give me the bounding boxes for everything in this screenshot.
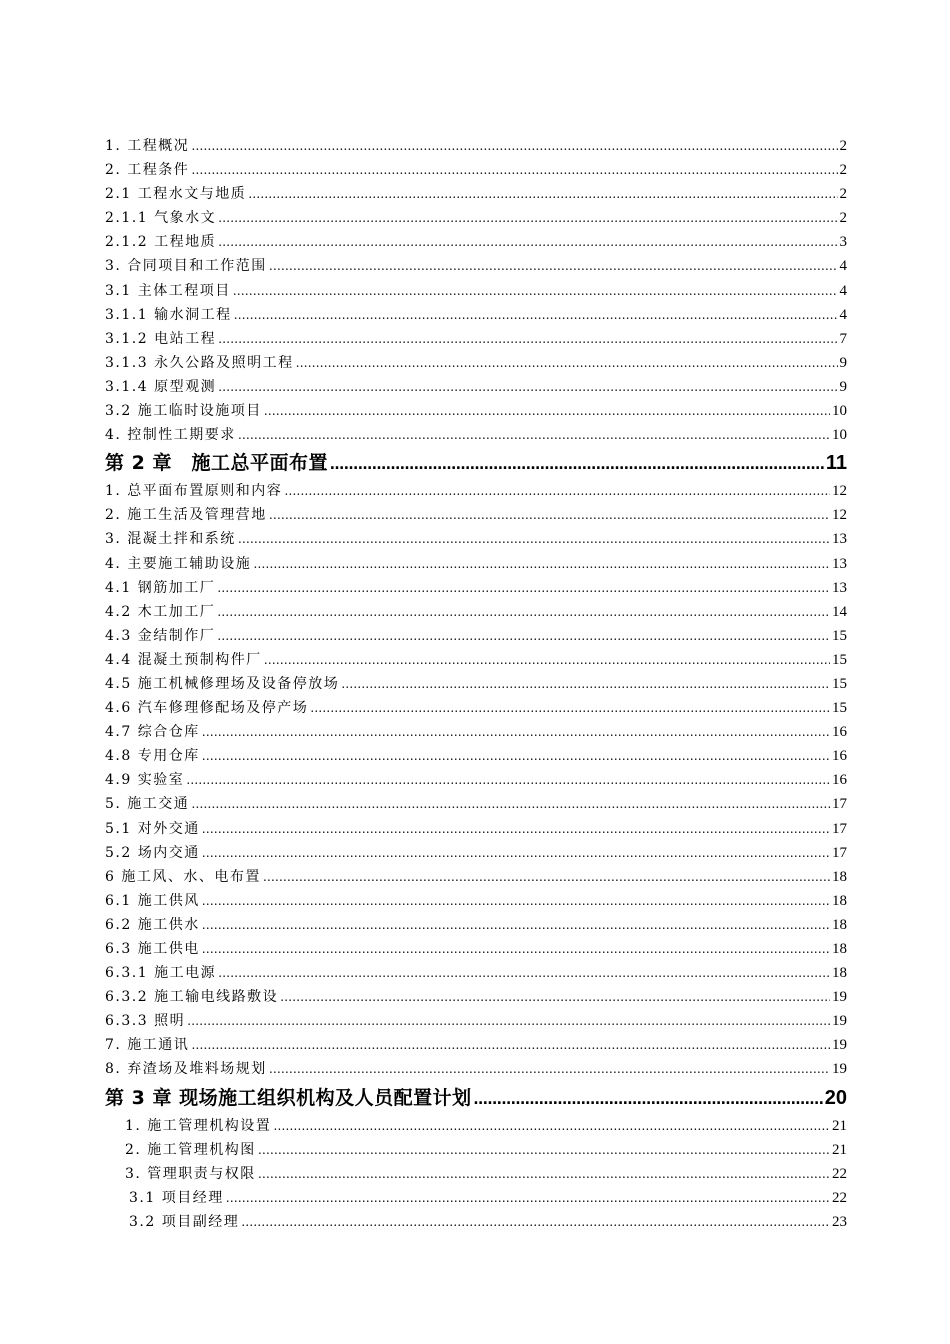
toc-entry-page: 15 bbox=[832, 627, 847, 644]
dot-leader bbox=[191, 134, 837, 158]
dot-leader bbox=[269, 254, 838, 278]
toc-entry-title: 6.2 施工供水 bbox=[105, 916, 200, 933]
toc-entry[interactable] bbox=[105, 1138, 847, 1162]
dot-leader bbox=[187, 1009, 830, 1033]
toc-entry-title: 5.1 对外交通 bbox=[105, 820, 200, 837]
dot-leader bbox=[218, 206, 837, 230]
toc-entry[interactable] bbox=[105, 1057, 847, 1081]
dot-leader bbox=[191, 158, 837, 182]
toc-entry-page: 2 bbox=[839, 162, 847, 179]
toc-entry-page: 23 bbox=[832, 1213, 847, 1230]
toc-entry-page: 11 bbox=[825, 452, 847, 475]
dot-leader bbox=[248, 182, 837, 206]
toc-entry-page: 18 bbox=[832, 965, 847, 982]
toc-entry[interactable] bbox=[105, 792, 847, 816]
toc-entry-title: 4.5 施工机械修理场及设备停放场 bbox=[105, 675, 340, 692]
dot-leader bbox=[218, 230, 837, 254]
toc-entry-page: 4 bbox=[839, 306, 847, 323]
dot-leader bbox=[191, 792, 830, 816]
dot-leader bbox=[273, 1114, 830, 1138]
toc-entry[interactable] bbox=[105, 230, 847, 254]
toc-entry-title: 1. 施工管理机构设置 bbox=[125, 1117, 272, 1134]
dot-leader bbox=[330, 449, 824, 479]
toc-entry-title: 2. 施工生活及管理营地 bbox=[105, 507, 267, 524]
dot-leader bbox=[217, 624, 830, 648]
dot-leader bbox=[191, 1033, 830, 1057]
toc-entry-page: 12 bbox=[832, 483, 847, 500]
dot-leader bbox=[202, 817, 830, 841]
toc-entry-page: 16 bbox=[832, 748, 847, 765]
toc-entry[interactable] bbox=[105, 399, 847, 423]
toc-entry-page: 19 bbox=[832, 1061, 847, 1078]
toc-entry[interactable] bbox=[105, 351, 847, 375]
dot-leader bbox=[253, 552, 830, 576]
toc-entry-title: 2. 施工管理机构图 bbox=[125, 1141, 256, 1158]
dot-leader bbox=[241, 1210, 830, 1234]
toc-entry-title: 1. 总平面布置原则和内容 bbox=[105, 483, 283, 500]
table-of-contents bbox=[105, 134, 847, 1234]
toc-entry[interactable] bbox=[105, 182, 847, 206]
toc-entry-title: 3.2 项目副经理 bbox=[129, 1213, 240, 1230]
toc-chapter-title: 第 3 章 现场施工组织机构及人员配置计划 bbox=[105, 1086, 472, 1109]
toc-entry-title: 3. 管理职责与权限 bbox=[125, 1165, 256, 1182]
toc-entry[interactable] bbox=[105, 1114, 847, 1138]
toc-entry-page: 22 bbox=[832, 1165, 847, 1182]
toc-entry-page: 7 bbox=[839, 330, 847, 347]
dot-leader bbox=[474, 1084, 823, 1114]
toc-entry-page: 19 bbox=[832, 1013, 847, 1030]
toc-entry-page: 9 bbox=[839, 378, 847, 395]
toc-entry[interactable] bbox=[105, 527, 847, 551]
dot-leader bbox=[269, 1057, 830, 1081]
toc-entry-page: 2 bbox=[839, 186, 847, 203]
toc-entry-page: 16 bbox=[832, 772, 847, 789]
toc-entry[interactable] bbox=[105, 744, 847, 768]
toc-entry[interactable] bbox=[105, 841, 847, 865]
toc-entry-title: 4.2 木工加工厂 bbox=[105, 603, 216, 620]
dot-leader bbox=[233, 279, 838, 303]
dot-leader bbox=[263, 865, 830, 889]
toc-entry-title: 3. 混凝土拌和系统 bbox=[105, 531, 236, 548]
dot-leader bbox=[258, 1162, 830, 1186]
toc-entry[interactable] bbox=[105, 1162, 847, 1186]
dot-leader bbox=[217, 576, 830, 600]
dot-leader bbox=[218, 961, 830, 985]
toc-entry-title: 1. 工程概况 bbox=[105, 138, 190, 154]
toc-entry-page: 4 bbox=[839, 282, 847, 299]
toc-entry-page: 17 bbox=[832, 844, 847, 861]
toc-entry[interactable] bbox=[105, 1033, 847, 1057]
toc-entry[interactable] bbox=[105, 865, 847, 889]
toc-entry-page: 4 bbox=[839, 258, 847, 275]
toc-chapter-entry[interactable] bbox=[105, 447, 847, 479]
toc-entry-title: 6 施工风、水、电布置 bbox=[105, 868, 261, 885]
dot-leader bbox=[202, 720, 830, 744]
toc-entry-title: 2. 工程条件 bbox=[105, 162, 190, 179]
toc-entry[interactable] bbox=[105, 503, 847, 527]
toc-entry-page: 3 bbox=[839, 234, 847, 251]
toc-entry[interactable] bbox=[105, 1009, 847, 1033]
toc-entry-page: 14 bbox=[832, 603, 847, 620]
toc-entry[interactable] bbox=[105, 134, 847, 158]
toc-entry[interactable] bbox=[105, 961, 847, 985]
toc-entry-title: 4.4 混凝土预制构件厂 bbox=[105, 651, 262, 668]
toc-entry[interactable] bbox=[105, 624, 847, 648]
dot-leader bbox=[234, 303, 838, 327]
toc-entry-title: 2.1.1 气象水文 bbox=[105, 210, 217, 227]
toc-chapter-entry[interactable] bbox=[105, 1082, 847, 1114]
toc-entry-title: 6.3.2 施工输电线路敷设 bbox=[105, 989, 279, 1006]
dot-leader bbox=[218, 375, 837, 399]
toc-entry-page: 18 bbox=[832, 868, 847, 885]
dot-leader bbox=[238, 527, 830, 551]
dot-leader bbox=[202, 937, 830, 961]
toc-entry-title: 4.8 专用仓库 bbox=[105, 748, 200, 765]
toc-entry-title: 3.1.1 输水洞工程 bbox=[105, 306, 232, 323]
toc-entry[interactable] bbox=[105, 768, 847, 792]
toc-entry[interactable] bbox=[105, 600, 847, 624]
toc-entry[interactable] bbox=[105, 158, 847, 182]
toc-entry[interactable] bbox=[105, 913, 847, 937]
toc-entry-page: 18 bbox=[832, 916, 847, 933]
toc-entry-page: 13 bbox=[832, 531, 847, 548]
toc-entry-page: 9 bbox=[839, 354, 847, 371]
toc-entry-page: 10 bbox=[832, 427, 847, 444]
toc-entry-page: 16 bbox=[832, 724, 847, 741]
dot-leader bbox=[310, 696, 830, 720]
toc-entry-title: 2.1 工程水文与地质 bbox=[105, 186, 247, 203]
toc-entry-page: 17 bbox=[832, 796, 847, 813]
dot-leader bbox=[202, 744, 830, 768]
toc-entry-title: 4.3 金结制作厂 bbox=[105, 627, 216, 644]
toc-entry[interactable] bbox=[105, 479, 847, 503]
toc-entry-title: 4.1 钢筋加工厂 bbox=[105, 579, 216, 596]
dot-leader bbox=[217, 600, 830, 624]
toc-entry-page: 10 bbox=[832, 403, 847, 420]
toc-entry-title: 5.2 场内交通 bbox=[105, 844, 200, 861]
dot-leader bbox=[264, 399, 830, 423]
toc-entry-title: 6.1 施工供风 bbox=[105, 892, 200, 909]
toc-entry-title: 3.1.2 电站工程 bbox=[105, 330, 217, 347]
toc-entry-page: 17 bbox=[832, 820, 847, 837]
toc-entry-title: 4. 控制性工期要求 bbox=[105, 427, 236, 444]
toc-entry[interactable] bbox=[105, 1210, 847, 1234]
dot-leader bbox=[218, 327, 837, 351]
dot-leader bbox=[202, 913, 830, 937]
toc-entry-title: 6.3.1 施工电源 bbox=[105, 965, 217, 982]
toc-entry[interactable] bbox=[105, 327, 847, 351]
toc-entry-page: 18 bbox=[832, 892, 847, 909]
toc-entry-page: 13 bbox=[832, 579, 847, 596]
toc-entry-title: 6.3 施工供电 bbox=[105, 941, 200, 957]
toc-entry-page: 22 bbox=[832, 1189, 847, 1206]
toc-entry-title: 3.2 施工临时设施项目 bbox=[105, 403, 262, 420]
toc-entry[interactable] bbox=[105, 303, 847, 327]
toc-entry-page: 15 bbox=[832, 700, 847, 717]
dot-leader bbox=[186, 768, 830, 792]
toc-entry-title: 5. 施工交通 bbox=[105, 796, 190, 813]
dot-leader bbox=[280, 985, 830, 1009]
toc-entry-page: 19 bbox=[832, 1037, 847, 1054]
dot-leader bbox=[341, 672, 830, 696]
toc-entry-title: 4. 主要施工辅助设施 bbox=[105, 555, 252, 572]
dot-leader bbox=[264, 648, 830, 672]
toc-entry[interactable] bbox=[105, 552, 847, 576]
toc-entry-title: 7. 施工通讯 bbox=[105, 1037, 190, 1054]
toc-entry-title: 8. 弃渣场及堆料场规划 bbox=[105, 1061, 267, 1078]
toc-entry-page: 15 bbox=[832, 651, 847, 668]
toc-entry[interactable] bbox=[105, 576, 847, 600]
toc-entry-title: 3.1.3 永久公路及照明工程 bbox=[105, 354, 294, 371]
toc-entry[interactable] bbox=[105, 423, 847, 447]
toc-entry-title: 6.3.3 照明 bbox=[105, 1013, 186, 1030]
toc-entry-page: 21 bbox=[832, 1141, 847, 1158]
toc-entry-page: 2 bbox=[839, 138, 847, 154]
toc-entry[interactable] bbox=[105, 672, 847, 696]
toc-entry-title: 3. 合同项目和工作范围 bbox=[105, 258, 267, 275]
toc-entry[interactable] bbox=[105, 279, 847, 303]
toc-entry[interactable] bbox=[105, 937, 847, 961]
toc-entry[interactable] bbox=[105, 375, 847, 399]
dot-leader bbox=[202, 841, 830, 865]
toc-entry-page: 19 bbox=[832, 989, 847, 1006]
toc-entry[interactable] bbox=[105, 720, 847, 744]
toc-entry[interactable] bbox=[105, 648, 847, 672]
toc-entry-title: 3.1 项目经理 bbox=[129, 1189, 224, 1206]
toc-entry-title: 2.1.2 工程地质 bbox=[105, 234, 217, 251]
toc-entry[interactable] bbox=[105, 817, 847, 841]
dot-leader bbox=[258, 1138, 830, 1162]
dot-leader bbox=[296, 351, 838, 375]
toc-entry[interactable] bbox=[105, 696, 847, 720]
toc-entry-page: 13 bbox=[832, 555, 847, 572]
toc-entry[interactable] bbox=[105, 1186, 847, 1210]
dot-leader bbox=[226, 1186, 830, 1210]
toc-entry-page: 21 bbox=[832, 1117, 847, 1134]
toc-entry-title: 3.1 主体工程项目 bbox=[105, 282, 231, 299]
toc-chapter-title: 第 2 章 施工总平面布置 bbox=[105, 452, 328, 475]
toc-entry-page: 20 bbox=[824, 1086, 847, 1109]
toc-entry-page: 12 bbox=[832, 507, 847, 524]
dot-leader bbox=[269, 503, 830, 527]
toc-entry[interactable] bbox=[105, 889, 847, 913]
toc-entry-title: 4.7 综合仓库 bbox=[105, 724, 200, 741]
toc-entry-page: 18 bbox=[832, 941, 847, 957]
toc-entry-page: 2 bbox=[839, 210, 847, 227]
toc-entry-title: 3.1.4 原型观测 bbox=[105, 378, 217, 395]
toc-entry-title: 4.6 汽车修理修配场及停产场 bbox=[105, 700, 309, 717]
toc-entry-page: 15 bbox=[832, 675, 847, 692]
toc-entry-title: 4.9 实验室 bbox=[105, 772, 185, 789]
toc-entry[interactable] bbox=[105, 985, 847, 1009]
dot-leader bbox=[202, 889, 830, 913]
dot-leader bbox=[284, 479, 830, 503]
toc-entry[interactable] bbox=[105, 254, 847, 278]
toc-entry[interactable] bbox=[105, 206, 847, 230]
dot-leader bbox=[238, 423, 830, 447]
